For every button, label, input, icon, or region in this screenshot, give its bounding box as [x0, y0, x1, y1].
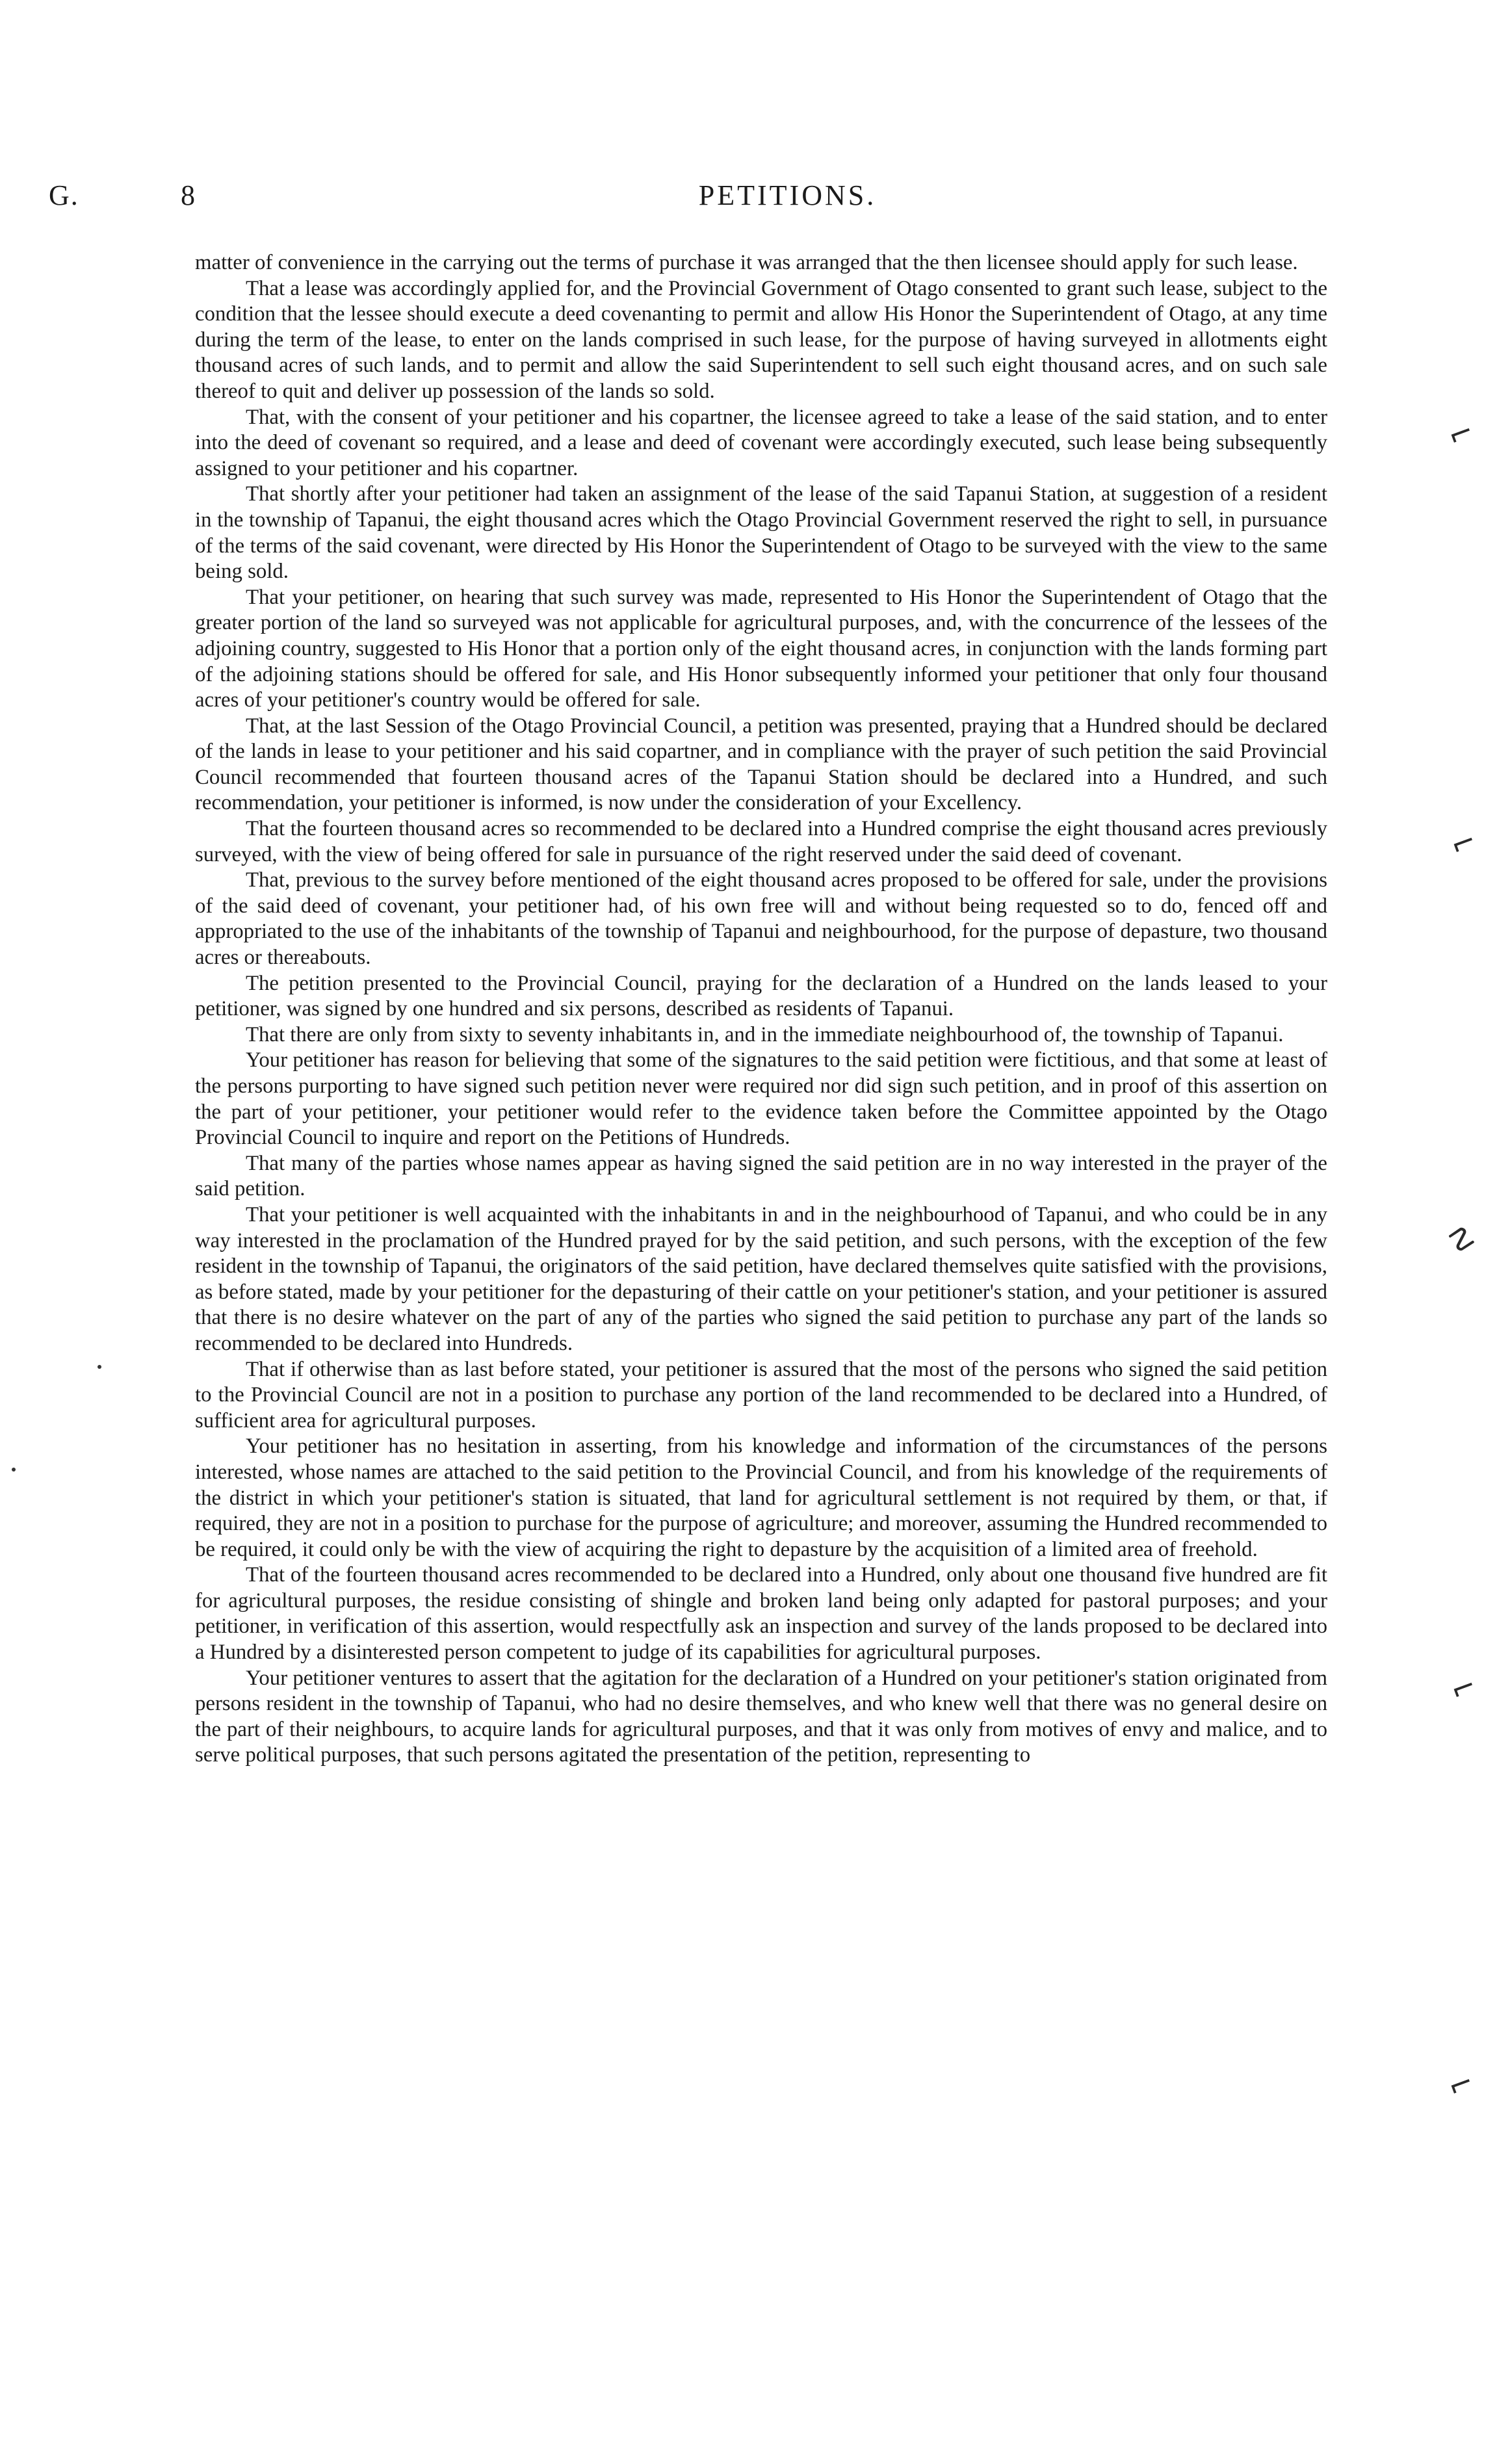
margin-scan-mark: ☡	[1443, 1218, 1481, 1261]
series-letter: G.	[49, 179, 79, 211]
paragraph: matter of convenience in the carrying out the terms of purchase it was arranged that the then licensee should apply for such lease.	[195, 251, 1298, 274]
paragraph: That, with the consent of your petitioner and his copartner, the licensee agreed to take a lease of the said station, and to enter into the deed of covenant so required, and a lease and deed of covenant were accordingly executed, such lease being subsequently assigned to your petitioner and his copartner.	[195, 405, 1327, 480]
page-title: PETITIONS.	[698, 179, 877, 211]
paragraph: That there are only from sixty to seventy inhabitants in, and in the immediate neighbourhood of, the township of Tapanui.	[246, 1022, 1284, 1046]
margin-scan-mark: ⌐	[1442, 2064, 1479, 2105]
margin-scan-mark: ⌐	[1445, 1667, 1481, 1709]
paragraph: That if otherwise than as last before stated, your petitioner is assured that the most of the persons who signed the said petition to the Provincial Council are not in a position to purchase any portion of the land recommended to be declared into a Hundred, of sufficient area for agricultural purposes.	[195, 1357, 1327, 1433]
paragraph: That your petitioner is well acquainted with the inhabitants in and in the neighbourhood of Tapanui, and who could be in any way interested in the proclamation of the Hundred prayed for by the said petition, and such persons, with the exception of the few resident in the township of Tapanui, the originators of the said petition, have declared themselves quite satisfied with the provisions, as before stated, made by your petitioner for the depasturing of their cattle on your petitioner's station, and your petitioner is assured that there is no desire whatever on the part of any of the parties who signed the said petition to purchase any part of the lands so recommended to be declared into Hundreds.	[195, 1202, 1327, 1355]
paragraph: That, at the last Session of the Otago Provincial Council, a petition was presented, praying that a Hundred should be declared of the lands in lease to your petitioner and his said copartner, and in compliance with the prayer of such petition the said Provincial Council recommended that fourteen thousand acres of the Tapanui Station should be declared into a Hundred, and such recommendation, your petitioner is informed, is now under the consideration of your Excellency.	[195, 714, 1327, 815]
paragraph: The petition presented to the Provincial Council, praying for the declaration of a Hundred on the lands leased to your petitioner, was signed by one hundred and six persons, described as residents of Tapanui.	[195, 971, 1327, 1021]
margin-scan-mark: ⌐	[1442, 413, 1479, 454]
paragraph: That a lease was accordingly applied for, and the Provincial Government of Otago consented to grant such lease, subject to the condition that the lessee should execute a deed covenanting to permit and allow His Honor the Superintendent of Otago, at any time during the term of the lease, to enter on the lands comprised in such lease, for the purpose of having surveyed in allotments eight thousand acres of such lands, and to permit and allow the said Superintendent to sell such eight thousand acres, and on such sale thereof to quit and deliver up possession of the lands so sold.	[195, 276, 1327, 403]
paragraph: Your petitioner ventures to assert that the agitation for the declaration of a Hundred on your petitioner's station originated from persons resident in the township of Tapanui, who had no desire themselves, and who knew well that there was no general desire on the part of their neighbours, to acquire lands for agricultural purposes, and that it was only from motives of envy and malice, and to serve political purposes, that such persons agitated the presentation of the petition, representing to	[195, 1666, 1327, 1767]
margin-scan-mark: ⌐	[1445, 822, 1481, 864]
page-header	[0, 179, 1497, 231]
paragraph: Your petitioner has reason for believing that some of the signatures to the said petition were fictitious, and that some at least of the persons purporting to have signed such petition never were required nor did sign such petition, and in proof of this assertion on the part of your petitioner, your petitioner would refer to the evidence taken before the Committee appointed by the Otago Provincial Council to inquire and report on the Petitions of Hundreds.	[195, 1048, 1327, 1150]
scan-speck	[98, 1365, 101, 1369]
paragraph: That shortly after your petitioner had taken an assignment of the lease of the said Tapanui Station, at suggestion of a resident in the township of Tapanui, the eight thousand acres which the Otago Provincial Government reserved the right to sell, in pursuance of the terms of the said covenant, were directed by His Honor the Superintendent of Otago to be surveyed with the view to the same being sold.	[195, 482, 1327, 584]
paragraph: That of the fourteen thousand acres recommended to be declared into a Hundred, only about one thousand five hundred are fit for agricultural purposes, the residue consisting of shingle and broken land being only adapted for pastoral purposes; and your petitioner, in verification of this assertion, would respectfully ask an inspection and survey of the lands proposed to be declared into a Hundred by a disinterested person competent to judge of its capabilities for agricultural purposes.	[195, 1563, 1327, 1665]
paragraph: That, previous to the survey before mentioned of the eight thousand acres proposed to be offered for sale, under the provisions of the said deed of covenant, your petitioner had, of his own free will and without being requested so to do, fenced off and appropriated to the use of the inhabitants of the township of Tapanui and neighbourhood, for the purpose of depasture, two thousand acres or thereabouts.	[195, 868, 1327, 970]
paragraph: That the fourteen thousand acres so recommended to be declared into a Hundred comprise the eight thousand acres previously surveyed, with the view of being offered for sale in pursuance of the right reserved under the said deed of covenant.	[195, 817, 1327, 866]
paragraph: That your petitioner, on hearing that such survey was made, represented to His Honor the Superintendent of Otago that the greater portion of the land so surveyed was not applicable for agricultural purposes, and, with the concurrence of the lessees of the adjoining country, suggested to His Honor that a portion only of the eight thousand acres, in conjunction with the lands forming part of the adjoining stations should be offered for sale, and His Honor subsequently informed your petitioner that only four thousand acres of your petitioner's country would be offered for sale.	[195, 585, 1327, 712]
paragraph: That many of the parties whose names appear as having signed the said petition are in no way interested in the prayer of the said petition.	[195, 1151, 1327, 1201]
paragraph: Your petitioner has no hesitation in asserting, from his knowledge and information of the circumstances of the persons interested, whose names are attached to the said petition to the Provincial Council, and from his knowledge of the requirements of the district in which your petitioner's station is situated, that land for agricultural settlement is not required by them, or that, if required, they are not in a position to purchase for the purpose of agriculture; and moreover, assuming the Hundred recommended to be required, it could only be with the view of acquiring the right to depasture by the acquisition of a limited area of freehold.	[195, 1434, 1327, 1561]
document-body	[195, 250, 1327, 2200]
scan-speck	[12, 1468, 16, 1472]
page-number: 8	[181, 179, 195, 211]
